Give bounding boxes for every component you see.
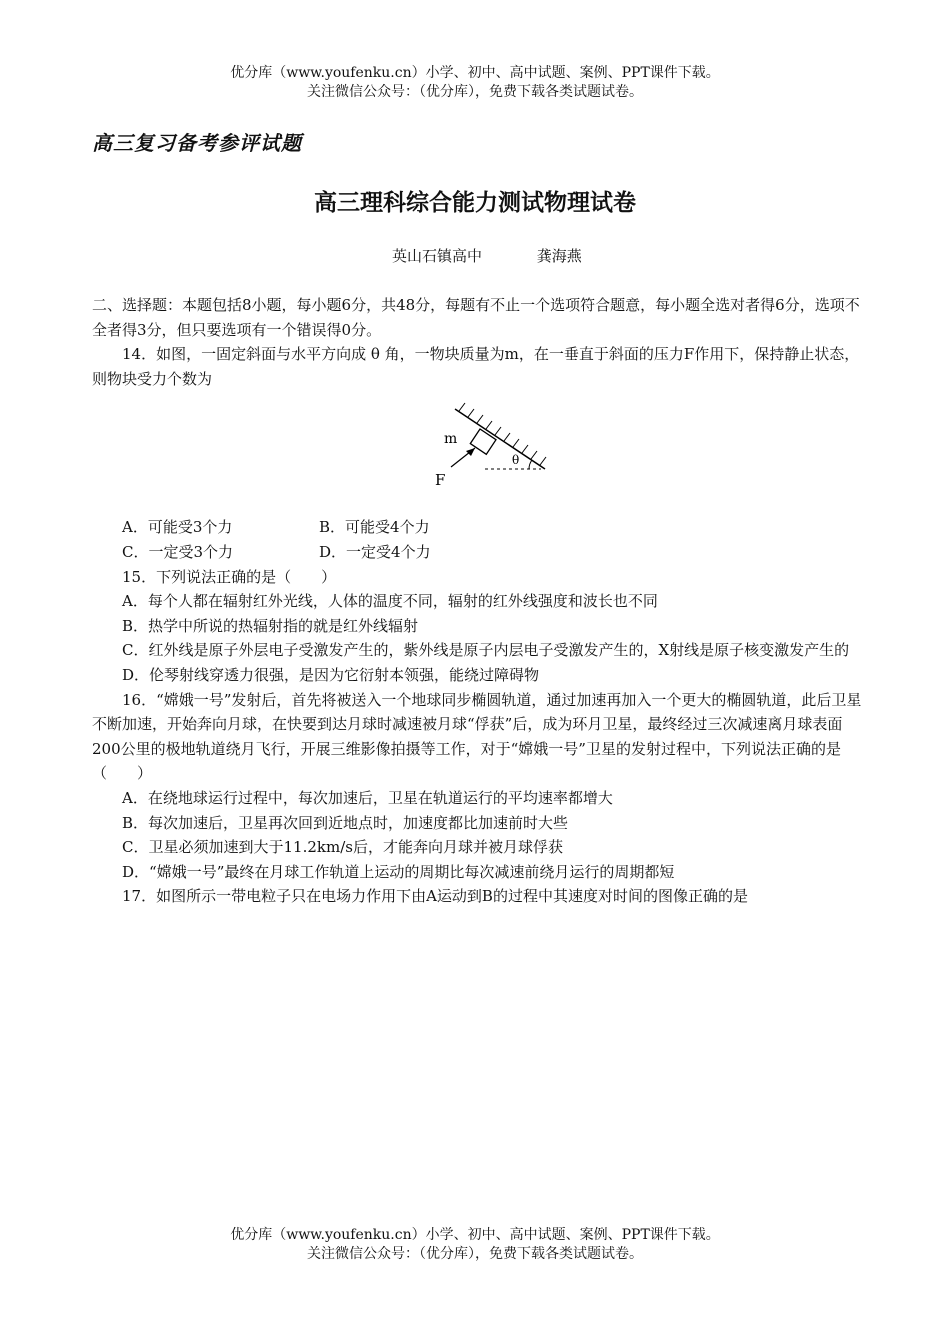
- angle-arc: [529, 460, 532, 469]
- q16-option-a[interactable]: A．在绕地球运行过程中，每次加速后，卫星在轨道运行的平均速率都增大: [122, 788, 613, 807]
- page-footer: [0, 1226, 950, 1264]
- q14-option-c[interactable]: C．一定受3个力: [122, 542, 234, 561]
- q14-option-b[interactable]: B．可能受4个力: [319, 518, 430, 537]
- q14-option-d[interactable]: D．一定受4个力: [319, 542, 431, 561]
- incline-figure: [92, 399, 862, 509]
- header-line-2: 关注微信公众号：（优分库），免费下载各类试题试卷。: [307, 84, 643, 100]
- question-14-stem: 14．如图，一固定斜面与水平方向成 θ 角，一物块质量为m，在一垂直于斜面的压力F作用下，保持静止状态，则物块受力个数为: [92, 345, 860, 388]
- incline-diagram: [435, 399, 555, 509]
- question-16-stem: 16．“嫦娥一号”发射后，首先将被送入一个地球同步椭圆轨道，通过加速再加入一个更大的椭圆轨道，此后卫星不断加速，开始奔向月球，在快要到达月球时减速被月球“俘获”后，成为环月卫星，最终经过三次减速离月球表面200公里的极地轨道绕月飞行，开展三维影像拍摄等工作，对于“嫦娥一号”卫星的发射过程中，下列说法正确的是（ ）: [92, 690, 862, 783]
- school-name: 英山石镇高中: [392, 247, 483, 265]
- q15-option-a[interactable]: A．每个人都在辐射红外光线，人体的温度不同，辐射的红外线强度和波长也不同: [122, 592, 658, 611]
- question-15-stem: 15．下列说法正确的是（ ）: [122, 567, 337, 586]
- author-name: 龚海燕: [536, 247, 582, 265]
- angle-label: θ: [512, 453, 520, 468]
- section-intro: 二、选择题：本题包括8小题，每小题6分，共48分，每题有不止一个选项符合题意，每小题全选对者得6分，选项不全者得3分，但只要选项有一个错误得0分。: [92, 296, 860, 339]
- q15-option-d[interactable]: D．伦琴射线穿透力很强，是因为它衍射本领强，能绕过障碍物: [122, 665, 540, 684]
- q16-option-b[interactable]: B．每次加速后，卫星再次回到近地点时，加速度都比加速前时大些: [122, 813, 569, 832]
- paper-title: 高三理科综合能力测试物理试卷: [314, 189, 636, 216]
- q15-option-c[interactable]: C．红外线是原子外层电子受激发产生的，紫外线是原子内层电子受激发产生的，X射线是原子核变激发产生的: [122, 641, 850, 660]
- block-m: [470, 429, 496, 454]
- q15-option-b[interactable]: B．热学中所说的热辐射指的就是红外线辐射: [122, 616, 419, 635]
- header-line-1: 优分库（www.youfenku.cn）小学、初中、高中试题、案例、PPT课件下载。: [230, 65, 720, 81]
- question-14-options-row-1: [92, 515, 862, 540]
- q16-option-d[interactable]: D．“嫦娥一号”最终在月球工作轨道上运动的周期比每次减速前绕月运行的周期都短: [122, 862, 675, 881]
- footer-line-2: 关注微信公众号：（优分库），免费下载各类试题试卷。: [307, 1246, 643, 1262]
- q16-option-c[interactable]: C．卫星必须加速到大于11.2km/s后，才能奔向月球并被月球俘获: [122, 838, 563, 857]
- force-label: F: [435, 471, 446, 490]
- mass-label: m: [444, 431, 458, 448]
- series-title: 高三复习备考参评试题: [92, 131, 302, 155]
- exam-content: [92, 293, 862, 909]
- question-14-options-row-2: [92, 540, 862, 565]
- page-header: [0, 64, 950, 102]
- footer-line-1: 优分库（www.youfenku.cn）小学、初中、高中试题、案例、PPT课件下载。: [230, 1227, 720, 1243]
- incline-hatching: [459, 403, 546, 468]
- question-17-stem: 17．如图所示一带电粒子只在电场力作用下由A运动到B的过程中其速度对时间的图像正确的是: [122, 887, 748, 906]
- byline: [392, 245, 582, 266]
- q14-option-a[interactable]: A．可能受3个力: [122, 518, 233, 537]
